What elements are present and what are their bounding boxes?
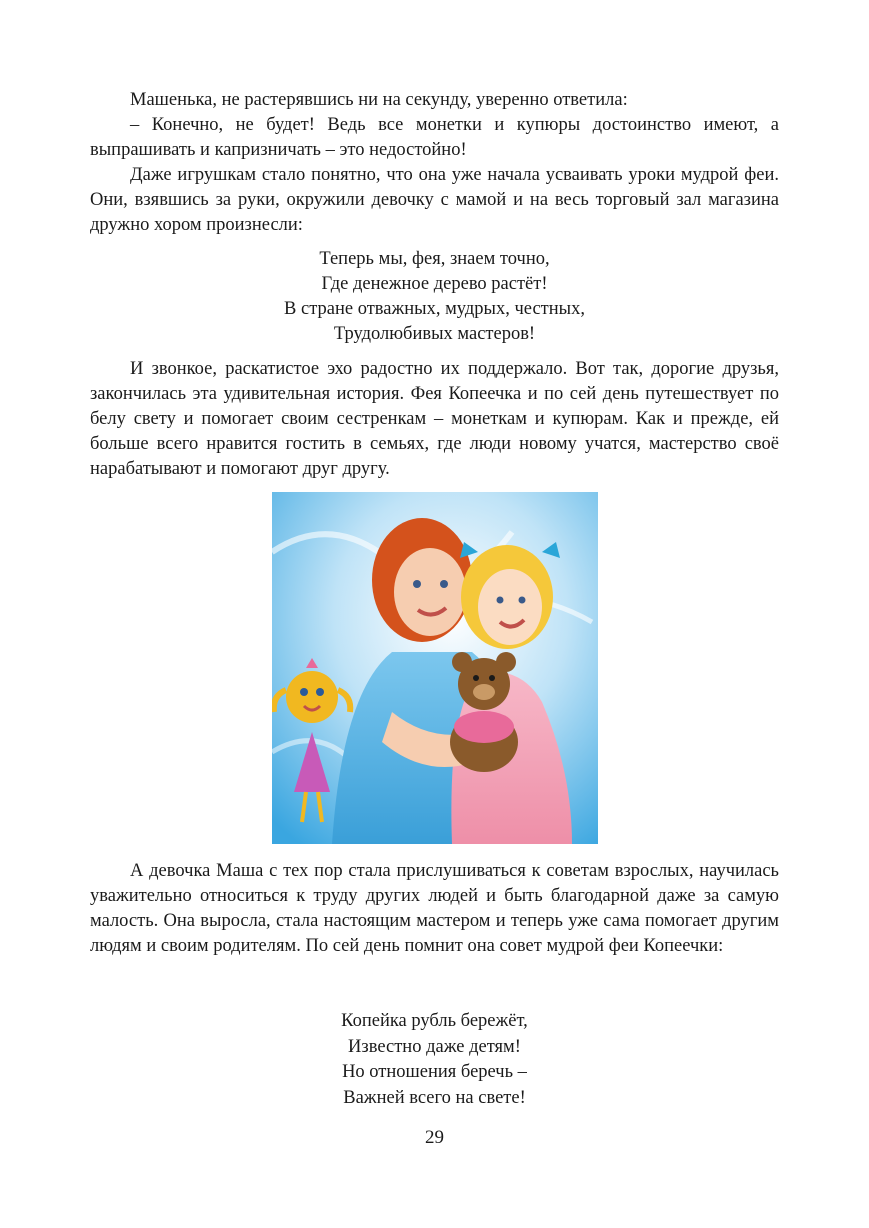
paragraph: А девочка Маша с тех пор стала прислушиваться к советам взрослых, научилась уважительно относиться к труду других людей и быть благодарной даже за самую малость. Она выросла, стала настоящим мастером и теперь уже сама помогает другим людям и своим родителям. По сей день помнит она совет мудрой феи Копеечки: bbox=[90, 861, 779, 956]
page-number: 29 bbox=[425, 1127, 444, 1148]
text-block-middle bbox=[90, 357, 779, 482]
text-block-top bbox=[90, 88, 779, 238]
paragraph: Даже игрушкам стало понятно, что она уже начала усваивать уроки мудрой феи. Они, взявшись за руки, окружили девочку с мамой и на весь торговый зал магазина дружно хором произнесли: bbox=[90, 165, 779, 235]
poem-line: Известно даже детям! bbox=[348, 1036, 521, 1057]
text-block-bottom bbox=[90, 859, 779, 959]
poem-second bbox=[0, 1009, 869, 1111]
poem-line: Но отношения беречь – bbox=[342, 1062, 527, 1082]
poem-line: Трудолюбивых мастеров! bbox=[333, 324, 536, 344]
poem-line: Теперь мы, фея, знаем точно, bbox=[319, 249, 550, 269]
poem-line: В стране отважных, мудрых, честных, bbox=[284, 299, 585, 319]
paragraph: – Конечно, не будет! Ведь все монетки и купюры достоинство имеют, а выпрашивать и капризничать – это недостойно! bbox=[90, 115, 779, 160]
paragraph: И звонкое, раскатистое эхо радостно их поддержало. Вот так, дорогие друзья, закончилась эта удивительная история. Фея Копеечка и по сей день путешествует по белу свету и помогает своим сестренкам – монеткам и купюрам. Как и прежде, ей больше всего нравится гостить в семьях, где люди новому учатся, мастерство своё нарабатывают и помогают друг другу. bbox=[90, 359, 779, 479]
illustration-mother-and-daughter bbox=[272, 492, 598, 844]
poem-first bbox=[0, 247, 869, 347]
poem-line: Копейка рубль бережёт, bbox=[341, 1011, 528, 1031]
poem-line: Важней всего на свете! bbox=[343, 1087, 526, 1108]
paragraph: Машенька, не растерявшись ни на секунду, уверенно ответила: bbox=[130, 90, 628, 110]
poem-line: Где денежное дерево растёт! bbox=[321, 274, 548, 294]
